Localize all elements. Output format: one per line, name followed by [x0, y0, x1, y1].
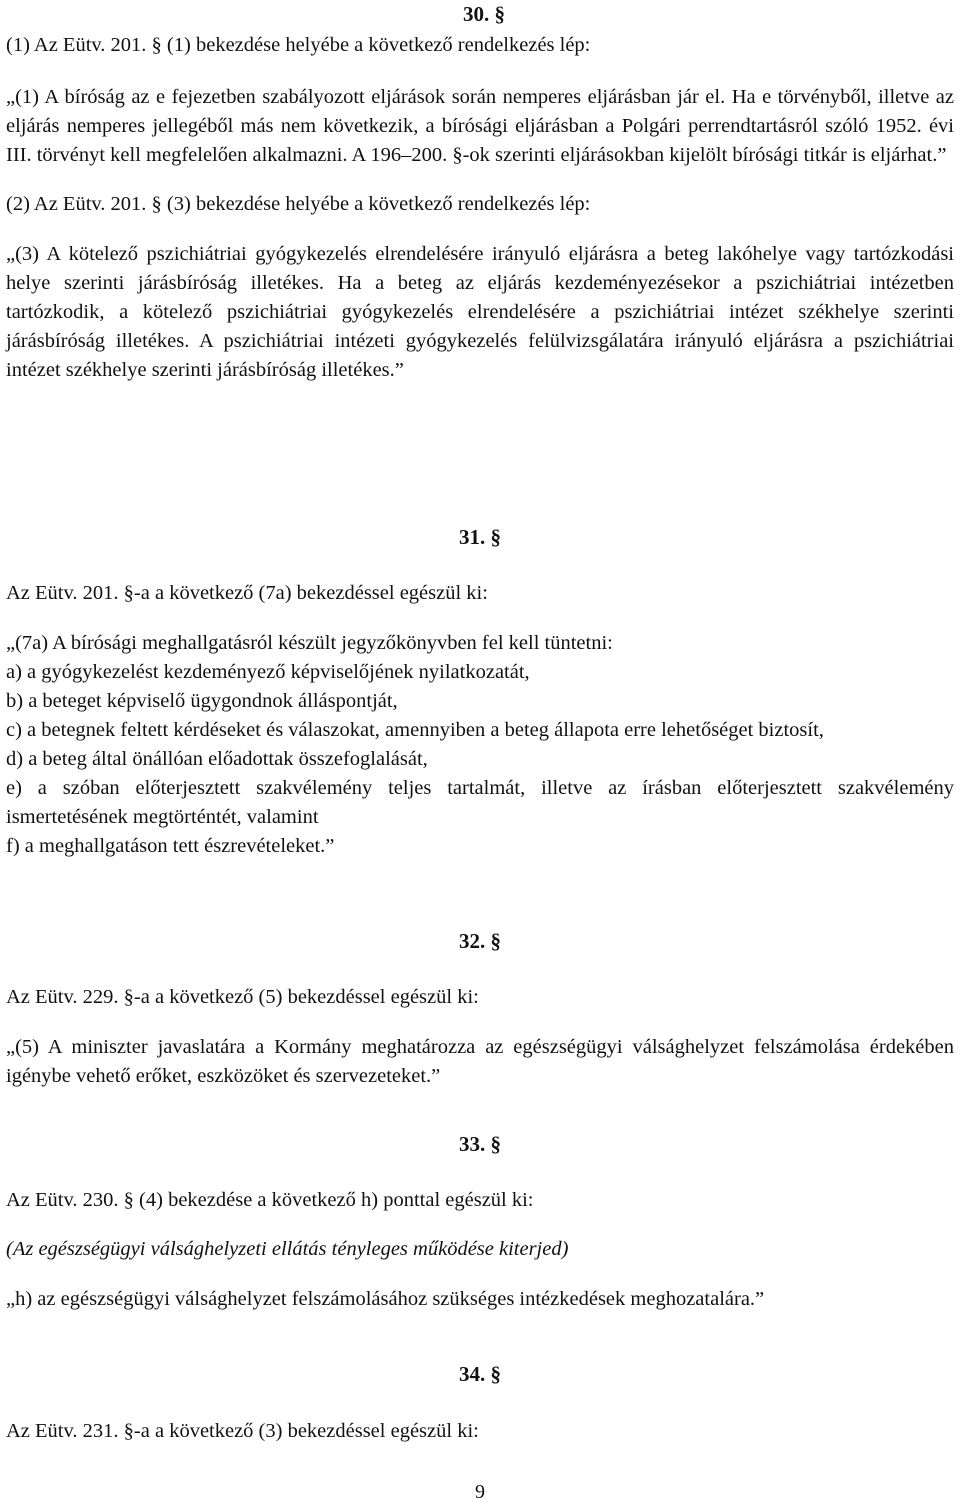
section-heading-32: 32. §: [459, 929, 501, 953]
section-31-line: d) a beteg által önállóan előadottak összefoglalását,: [6, 748, 428, 770]
section-32-quote: „(5) A miniszter javaslatára a Kormány meghatározza az egészségügyi válsághelyzet felszámolása érdekében igénybe vehető erőket, eszközöket és szervezeteket.”: [6, 1036, 954, 1087]
section-31-line: c) a betegnek feltett kérdéseket és válaszokat, amennyiben a beteg állapota erre lehetőséget biztosít,: [6, 719, 824, 741]
section-33-quote: „h) az egészségügyi válsághelyzet felszámolásához szükséges intézkedések meghozatalára.”: [6, 1288, 765, 1310]
section-32-intro: Az Eütv. 229. §-a a következő (5) bekezdéssel egészül ki:: [6, 986, 479, 1008]
section-34: [6, 1417, 954, 1446]
section-31-line: „(7a) A bírósági meghallgatásról készült jegyzőkönyvben fel kell tüntetni:: [6, 632, 613, 654]
section-31-list: [6, 629, 954, 861]
section-33-intro: Az Eütv. 230. § (4) bekezdése a következő h) ponttal egészül ki:: [6, 1189, 534, 1211]
page-number: 9: [475, 1481, 485, 1503]
section-heading-31: 31. §: [459, 525, 501, 549]
section-34-intro: Az Eütv. 231. §-a a következő (3) bekezdéssel egészül ki:: [6, 1420, 479, 1442]
section-32: [6, 983, 954, 1091]
section-31-line: b) a beteget képviselő ügygondnok álláspontját,: [6, 690, 398, 712]
section-31-intro: Az Eütv. 201. §-a a következő (7a) bekezdéssel egészül ki:: [6, 582, 488, 604]
section-33-italic: (Az egészségügyi válsághelyzeti ellátás tényleges működése kiterjed): [6, 1238, 569, 1260]
section-33: [6, 1186, 954, 1314]
section-31-line: e) a szóban előterjesztett szakvélemény teljes tartalmát, illetve az írásban előterjesztett szakvélemény ismertetésének megtörténtét, valamint: [6, 777, 954, 828]
section-30-intro-2: (2) Az Eütv. 201. § (3) bekezdése helyébe a következő rendelkezés lép:: [6, 193, 591, 215]
section-heading-30: 30. §: [463, 2, 505, 26]
section-31: [6, 579, 954, 861]
section-heading-33: 33. §: [459, 1132, 501, 1156]
section-31-line: a) a gyógykezelést kezdeményező képviselőjének nyilatkozatát,: [6, 661, 530, 683]
section-30-intro-1: (1) Az Eütv. 201. § (1) bekezdése helyébe a következő rendelkezés lép:: [6, 34, 591, 56]
section-30: [6, 31, 954, 385]
section-heading-34: 34. §: [459, 1362, 501, 1386]
section-31-line: f) a meghallgatáson tett észrevételeket.”: [6, 835, 335, 857]
section-30-quote-2: „(3) A kötelező pszichiátriai gyógykezelés elrendelésére irányuló eljárásra a beteg lakóhelye vagy tartózkodási helye szerinti járásbíróság illetékes. Ha a beteg az eljárás kezdeményezésekor a pszichiátriai intézetben tartózkodik, a kötelező pszichiátriai gyógykezelés elrendelésére a pszichiátriai intézet székhelye szerinti járásbíróság illetékes. A pszichiátriai intézeti gyógykezelés felülvizsgálatára irányuló eljárásra a pszichiátriai intézet székhelye szerinti járásbíróság illetékes.”: [6, 243, 954, 381]
section-30-quote-1: „(1) A bíróság az e fejezetben szabályozott eljárások során nemperes eljárásban jár el. Ha e törvényből, illetve az eljárás nemperes jellegéből más nem következik, a bírósági eljárásban a Polgári perrendtartásról szóló 1952. évi III. törvényt kell megfelelően alkalmazni. A 196–200. §-ok szerinti eljárásokban kijelölt bírósági titkár is eljárhat.”: [6, 86, 954, 166]
